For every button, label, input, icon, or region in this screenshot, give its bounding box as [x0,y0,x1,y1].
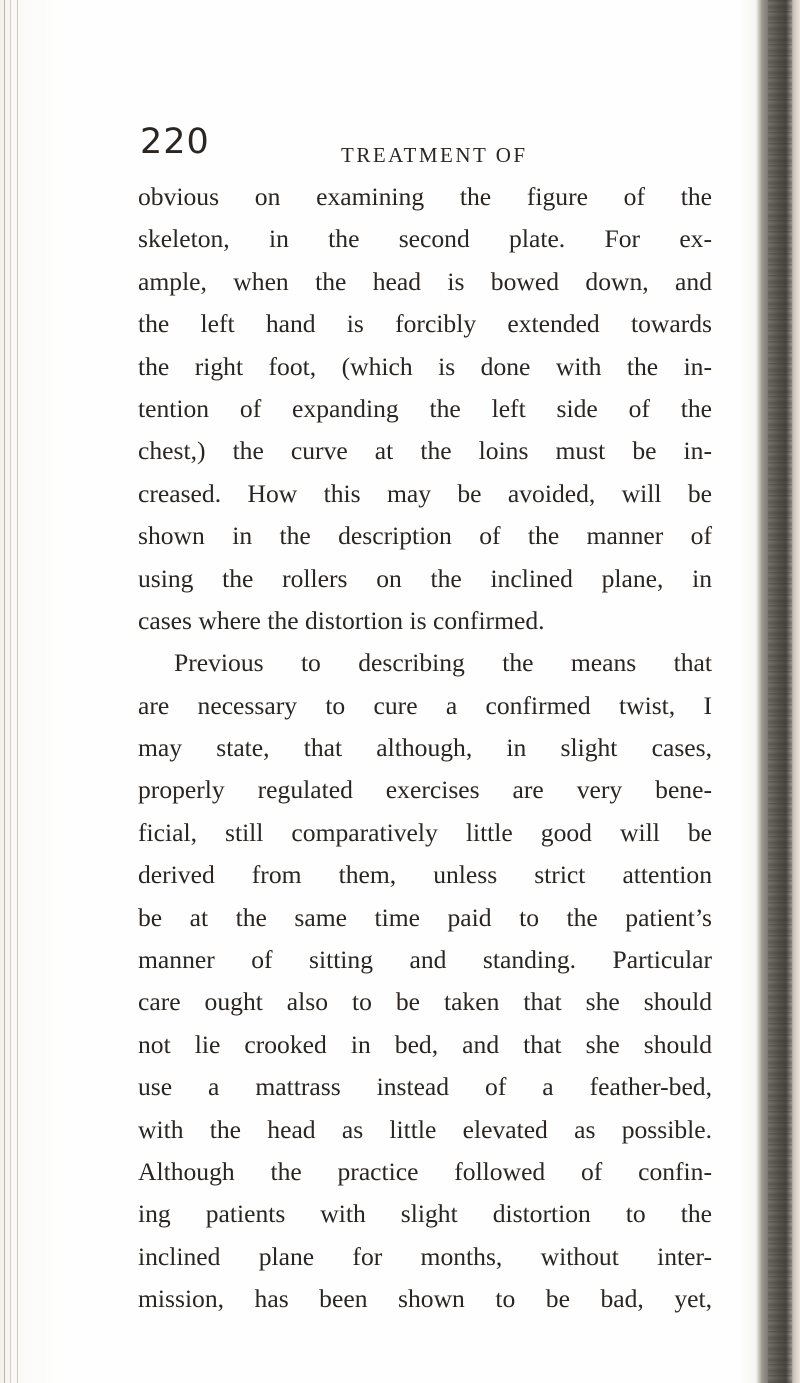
text-line: not lie crooked in bed, and that she should [138,1029,712,1059]
text-line: using the rollers on the inclined plane, in [138,563,712,593]
page-edge-line [17,0,18,1383]
text-line: derived from them, unless strict attention [138,860,712,890]
text-line: the left hand is forcibly extended towards [138,309,712,339]
text-line: inclined plane for months, without inter- [138,1241,712,1271]
text-line: ing patients with slight distortion to the [138,1199,712,1229]
text-line: obvious on examining the figure of the [138,182,712,211]
text-line: skeleton, in the second plate. For ex- [138,224,712,254]
text-line: may state, that although, in slight cases, [138,733,712,763]
text-line: properly regulated exercises are very bene- [138,775,712,805]
binding-shadow [768,0,792,1383]
text-line: use a mattrass instead of a feather-bed, [138,1072,712,1102]
text-line: mission, has been shown to be bad, yet, [138,1284,712,1314]
paragraph-start-line: Previous to describing the means that [174,648,712,678]
text-line: chest,) the curve at the loins must be in- [138,436,712,466]
page-number: 220 [140,122,210,162]
text-line: tention of expanding the left side of the [138,393,712,423]
page-edge-line [4,0,5,1383]
text-line: ficial, still comparatively little good will be [138,817,712,847]
text-line: with the head as little elevated as possible. [138,1114,712,1144]
text-line: are necessary to cure a confirmed twist, I [138,690,712,720]
running-head: TREATMENT OF [341,143,528,167]
text-line: ample, when the head is bowed down, and [138,266,712,296]
paragraph-end-line: cases where the distortion is confirmed. [138,605,545,635]
text-line: be at the same time paid to the patient’s [138,902,712,932]
text-line: shown in the description of the manner of [138,521,712,551]
book-binding-edge [756,0,800,1383]
text-line: Although the practice followed of confin- [138,1156,712,1186]
page-header [140,122,700,172]
text-line: manner of sitting and standing. Particular [138,945,712,975]
text-line: the right foot, (which is done with the in- [138,351,712,381]
text-line: creased. How this may be avoided, will be [138,478,712,508]
body-text [138,176,712,1321]
page-edge-line [10,0,11,1383]
text-line: care ought also to be taken that she should [138,987,712,1017]
